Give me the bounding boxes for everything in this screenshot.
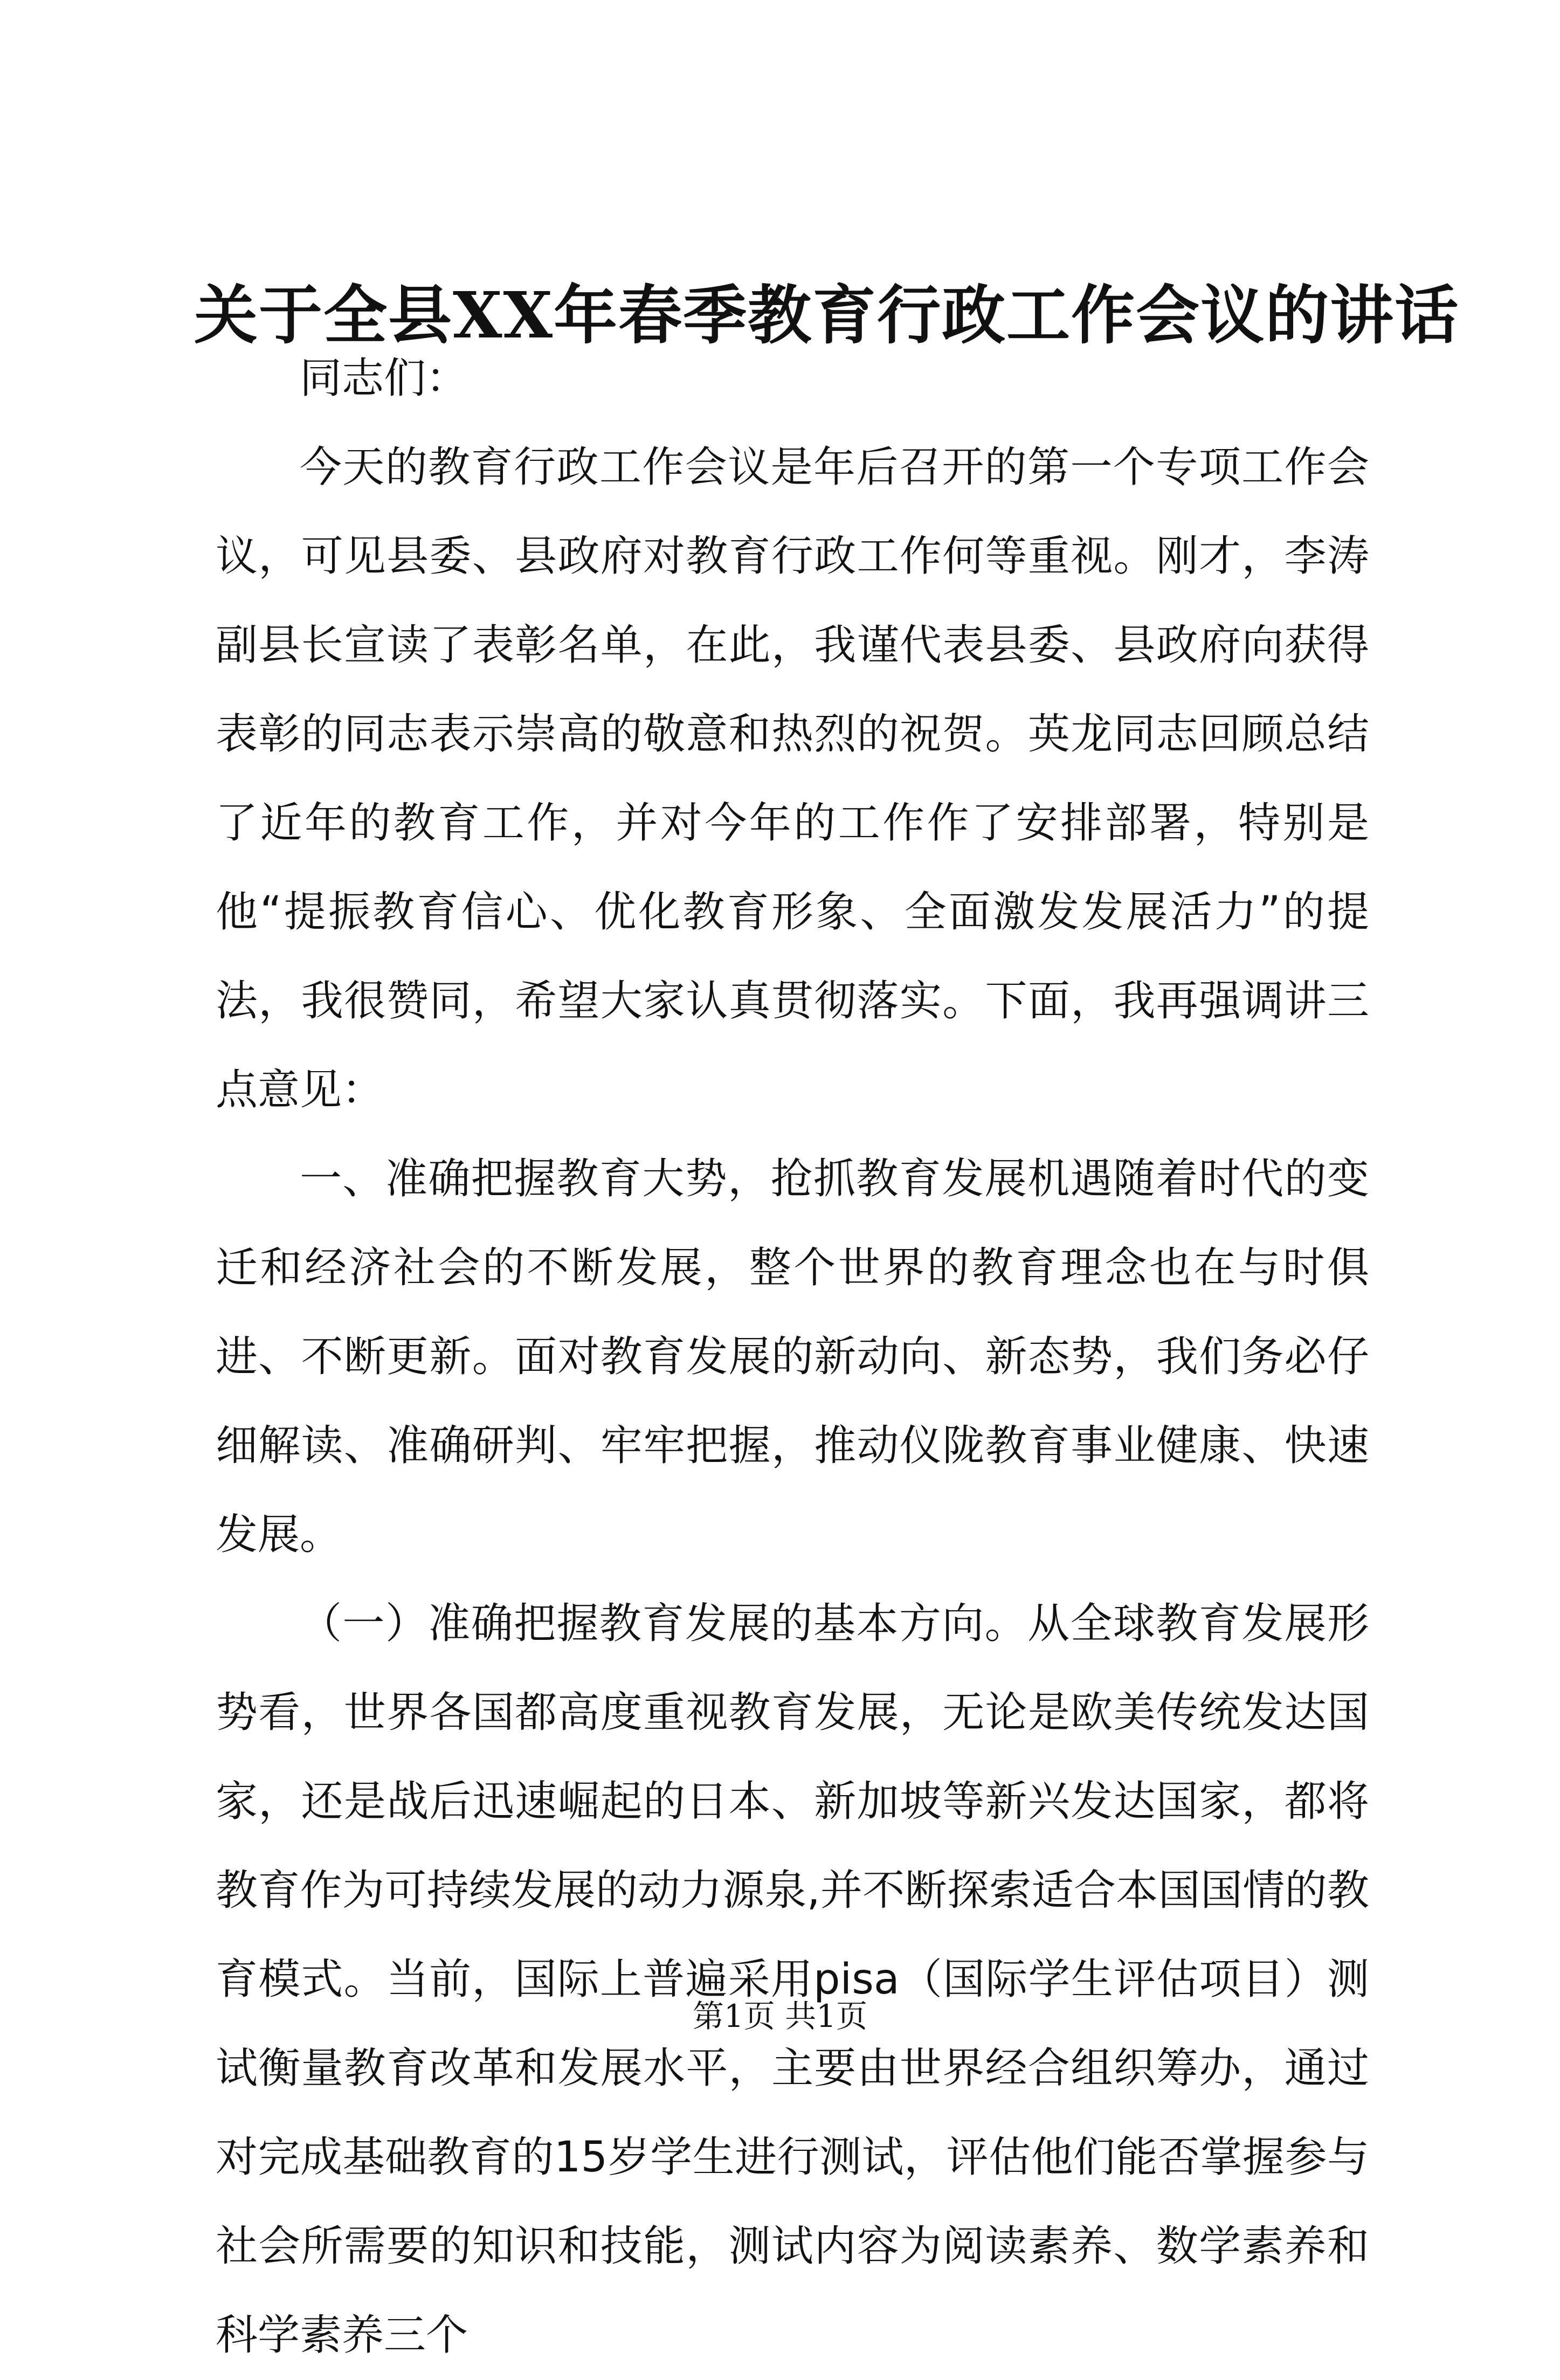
section-one-paragraph: 一、准确把握教育大势，抢抓教育发展机遇随着时代的变迁和经济社会的不断发展，整个世界的教育理念也在与时俱进、不断更新。面对教育发展的新动向、新态势，我们务必仔细解读、准确研判、牢牢把握，推动仪陇教育事业健康、快速发展。 — [216, 1155, 1369, 1559]
salutation-paragraph: 同志们： — [300, 354, 468, 403]
page-footer: 第1页 共1页 — [692, 1998, 868, 2034]
document-body — [216, 334, 1369, 2380]
intro-paragraph: 今天的教育行政工作会议是年后召开的第一个专项工作会议，可见县委、县政府对教育行政工作何等重视。刚才，李涛副县长宣读了表彰名单，在此，我谨代表县委、县政府向获得表彰的同志表示崇高的敬意和热烈的祝贺。英龙同志回顾总结了近年的教育工作，并对今年的工作作了安排部署，特别是他“提振教育信心、优化教育形象、全面激发发展活力”的提法，我很赞同，希望大家认真贯彻落实。下面，我再强调讲三点意见： — [216, 443, 1369, 1114]
subsection-one-paragraph: （一）准确把握教育发展的基本方向。从全球教育发展形势看，世界各国都高度重视教育发展，无论是欧美传统发达国家，还是战后迅速崛起的日本、新加坡等新兴发达国家，都将教育作为可持续发展的动力源泉,并不断探索适合本国国情的教育模式。当前，国际上普遍采用pisa（国际学生评估项目）测试衡量教育改革和发展水平，主要由世界经合组织筹办，通过对完成基础教育的15岁学生进行测试，评估他们能否掌握参与社会所需要的知识和技能，测试内容为阅读素养、数学素养和科学素养三个 — [216, 1599, 1369, 2360]
document-title: 关于全县XX年春季教育行政工作会议的讲话 — [194, 278, 1460, 353]
